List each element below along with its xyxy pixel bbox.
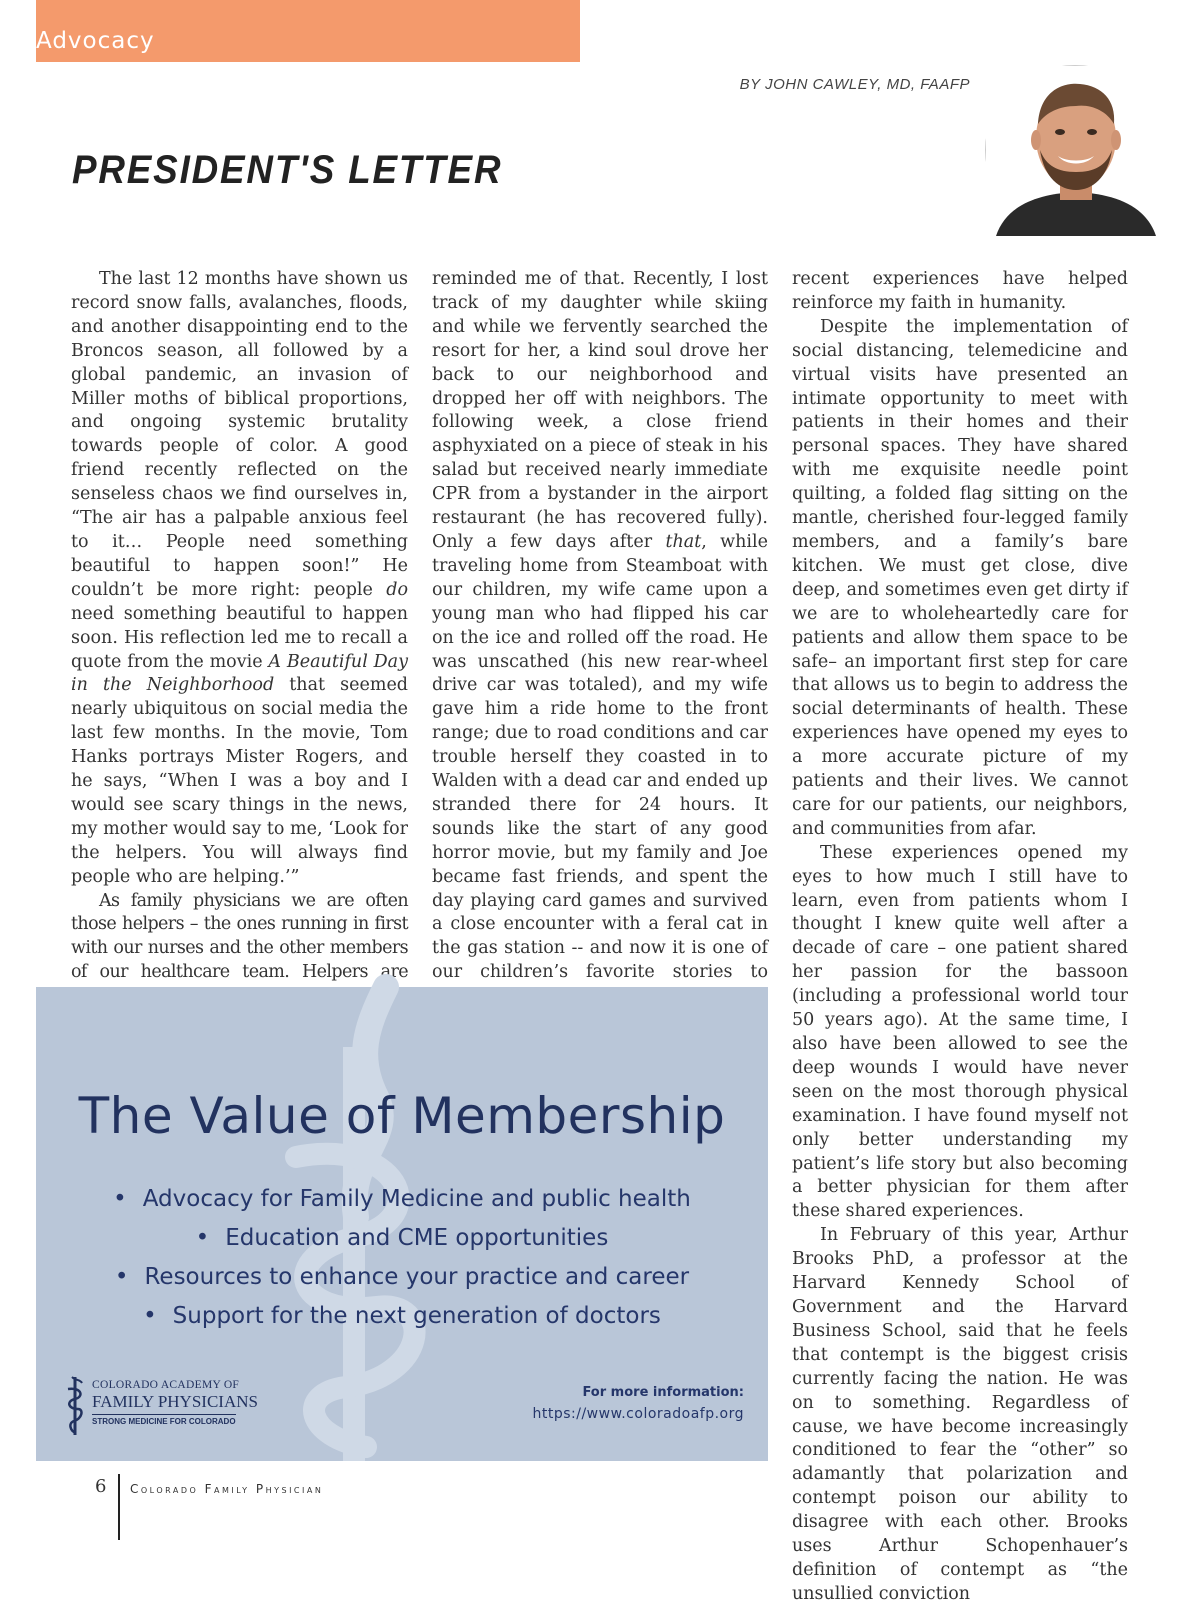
- article-paragraph: recent experiences have helped reinforce my faith in humanity.: [792, 269, 1128, 313]
- ad-bullet-list: [36, 1180, 768, 1336]
- ad-bullet: • Education and CME opportunities: [36, 1219, 768, 1258]
- logo-text-line: FAMILY PHYSICIANS: [92, 1392, 258, 1411]
- author-portrait-icon: [986, 66, 1166, 236]
- publication-name: Colorado Family Physician: [130, 1482, 324, 1496]
- caduceus-icon: [64, 1375, 86, 1437]
- article-paragraph: reminded me of that. Recently, I lost track of my daughter while skiing and while we fervently searched the resort for her, a kind soul drove her back to our neighborhood and dropped her off with neighbors. The following week, a close friend asphyxiated on a piece of steak in his salad but received nearly immediate CPR from a bystander in the airport restaurant (he has recovered fully). Only a few days after that, while traveling home from Steamboat with our children, my wife came upon a young man who had flipped his car on the ice and rolled off the road. He was unscathed (his new rear-wheel drive car was totaled), and my wife gave him a ride home to the front range; due to road conditions and car trouble herself they coasted in to Walden with a dead car and ended up stranded there for 24 hours. It sounds like the start of any good horror movie, but my family and Joe became fast friends, and spent the day playing card games and survived a close encounter with a feral cat in the gas station -- and now it is one of our children’s favorite stories to: [432, 269, 768, 983]
- page-title: PRESIDENT'S LETTER: [72, 148, 503, 192]
- article-paragraph: The last 12 months have shown us record snow falls, avalanches, floods, and another disappointing end to the Broncos season, all followed by a global pandemic, an invasion of Miller moths of biblical proportions, and ongoing systemic brutality towards people of color. A good friend recently reflected on the senseless chaos we find ourselves in, “The air has a palpable anxious feel to it… People need something beautiful to happen soon!” He couldn’t be more right: people do need something beautiful to happen soon. His reflection led me to recall a quote from the movie A Beautiful Day in the Neighborhood that seemed nearly ubiquitous on social media the last few months. In the movie, Tom Hanks portrays Mister Rogers, and he says, “When I was a boy and I would see scary things in the news, my mother would say to me, ‘Look for the helpers. You will always find people who are helping.’”: [71, 269, 408, 887]
- ad-bullet: • Support for the next generation of doctors: [36, 1297, 768, 1336]
- footer-divider: [118, 1474, 120, 1540]
- byline: BY JOHN CAWLEY, MD, FAAFP: [739, 76, 970, 93]
- membership-ad: [36, 987, 768, 1461]
- logo-text-line: COLORADO ACADEMY OF: [92, 1379, 240, 1391]
- article-paragraph: As family physicians we are often those helpers – the ones running in first with our nurses and the other members of our healthcare team. Helpers are: [71, 890, 408, 983]
- article-column-3: [792, 268, 1128, 1607]
- ad-bullet: • Resources to enhance your practice and career: [36, 1258, 768, 1297]
- article-paragraph: These experiences opened my eyes to how much I still have to learn, even from patients whom I thought I knew quite well after a decade of care – one patient shared her passion for the bassoon (including a professional world tour 50 years ago). At the same time, I also have been allowed to see the deep wounds I would have never seen on the most thorough physical examination. I have found myself not only better understanding my patient’s life story but also becoming a better physician for them after these shared experiences.: [792, 842, 1128, 1222]
- article-paragraph: Despite the implementation of social distancing, telemedicine and virtual visits have presented an intimate opportunity to meet with patients in their homes and their personal spaces. They have shared with me exquisite needle point quilting, a folded flag sitting on the mantle, cherished four-legged family members, and a family’s bare kitchen. We must get close, dive deep, and sometimes even get dirty if we are to wholeheartedly care for patients and allow them space to be safe– an important first step for care that allows us to begin to address the social determinants of health. These experiences have opened my eyes to a more accurate picture of my patients and their lives. We cannot care for our patients, our neighbors, and communities from afar.: [792, 316, 1128, 839]
- page-number: 6: [95, 1476, 107, 1497]
- article-column-1: [71, 268, 408, 1033]
- cafp-logo: [64, 1375, 284, 1437]
- section-label: Advocacy: [36, 28, 155, 54]
- ad-title: The Value of Membership: [78, 1087, 726, 1145]
- ad-bullet: • Advocacy for Family Medicine and public health: [36, 1180, 768, 1219]
- author-avatar: [985, 65, 1165, 235]
- article-column-2: [432, 268, 768, 1057]
- ad-website-link[interactable]: https://www.coloradoafp.org: [532, 1406, 744, 1422]
- logo-tagline: STRONG MEDICINE FOR COLORADO: [92, 1414, 236, 1426]
- ad-info-label: For more information:: [582, 1385, 744, 1400]
- ad-contact: [532, 1385, 744, 1422]
- article-paragraph: In February of this year, Arthur Brooks PhD, a professor at the Harvard Kennedy School of Government and the Harvard Business School, said that he feels that contempt is the biggest crisis currently facing the nation. He was on to something. Regardless of cause, we have become increasingly conditioned to fear the “other” so adamantly that polarization and contempt poison our ability to disagree with each other. Brooks uses Arthur Schopenhauer’s definition of contempt as “the unsullied conviction: [792, 1225, 1128, 1604]
